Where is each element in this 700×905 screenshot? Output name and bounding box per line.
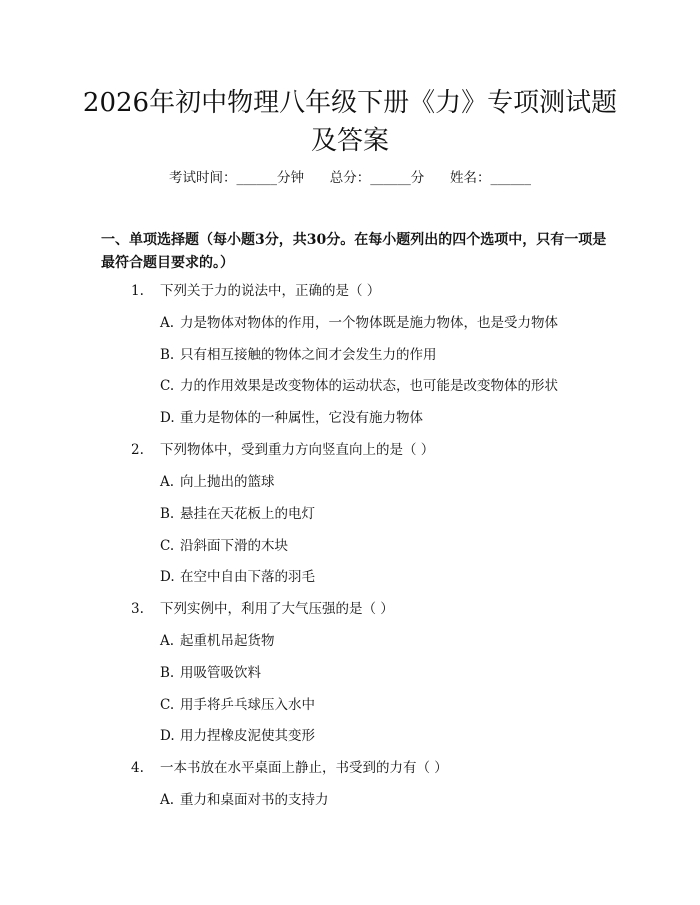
option-text: 只有相互接触的物体之间才会发生力的作用 xyxy=(180,347,437,363)
option-letter: C. xyxy=(160,697,175,713)
option-2b xyxy=(160,504,315,524)
option-2c xyxy=(160,536,288,556)
option-4a xyxy=(160,790,329,810)
option-1c xyxy=(160,376,558,396)
option-3c xyxy=(160,695,315,715)
question-number: 4. xyxy=(131,760,144,776)
question-stem: 下列实例中，利用了大气压强的是（ ） xyxy=(160,601,394,617)
option-letter: B. xyxy=(160,506,175,522)
option-text: 用手将乒乓球压入水中 xyxy=(180,697,315,713)
option-letter: B. xyxy=(160,665,175,681)
option-2a xyxy=(160,472,275,492)
option-letter: D. xyxy=(160,410,175,426)
option-letter: A. xyxy=(160,792,175,808)
option-letter: C. xyxy=(160,538,175,554)
option-letter: A. xyxy=(160,315,175,331)
question-number: 3. xyxy=(131,601,144,617)
option-text: 悬挂在天花板上的电灯 xyxy=(180,506,315,522)
section-heading: 一、单项选择题（每小题3分，共30分。在每小题列出的四个选项中，只有一项是最符合题目要求的。） xyxy=(101,232,607,271)
option-text: 重力和桌面对书的支持力 xyxy=(180,792,329,808)
question-stem: 下列关于力的说法中，正确的是（ ） xyxy=(160,283,381,299)
question-stem: 下列物体中，受到重力方向竖直向上的是（ ） xyxy=(160,442,435,458)
option-3a xyxy=(160,631,275,651)
option-letter: A. xyxy=(160,633,175,649)
option-1d xyxy=(160,408,423,428)
option-3b xyxy=(160,663,261,683)
option-letter: B. xyxy=(160,347,175,363)
option-text: 力是物体对物体的作用，一个物体既是施力物体，也是受力物体 xyxy=(180,315,558,331)
option-letter: C. xyxy=(160,378,175,394)
option-text: 起重机吊起货物 xyxy=(180,633,275,649)
option-text: 向上抛出的篮球 xyxy=(180,474,275,490)
page-title: 2026年初中物理八年级下册《力》专项测试题及答案 xyxy=(82,88,618,156)
option-1a xyxy=(160,313,558,333)
option-text: 在空中自由下落的羽毛 xyxy=(180,569,315,585)
question-stem: 一本书放在水平桌面上静止，书受到的力有（ ） xyxy=(160,760,448,776)
option-3d xyxy=(160,726,315,746)
option-text: 重力是物体的一种属性，它没有施力物体 xyxy=(180,410,423,426)
option-text: 沿斜面下滑的木块 xyxy=(180,538,288,554)
option-1b xyxy=(160,345,437,365)
option-letter: D. xyxy=(160,728,175,744)
option-2d xyxy=(160,567,315,587)
option-letter: A. xyxy=(160,474,175,490)
exam-info-line: 考试时间：______分钟 总分：______分 姓名：______ xyxy=(169,170,531,186)
option-letter: D. xyxy=(160,569,175,585)
option-text: 力的作用效果是改变物体的运动状态，也可能是改变物体的形状 xyxy=(180,378,558,394)
option-text: 用吸管吸饮料 xyxy=(180,665,261,681)
question-number: 2. xyxy=(131,442,144,458)
option-text: 用力捏橡皮泥使其变形 xyxy=(180,728,315,744)
question-number: 1. xyxy=(131,283,144,299)
